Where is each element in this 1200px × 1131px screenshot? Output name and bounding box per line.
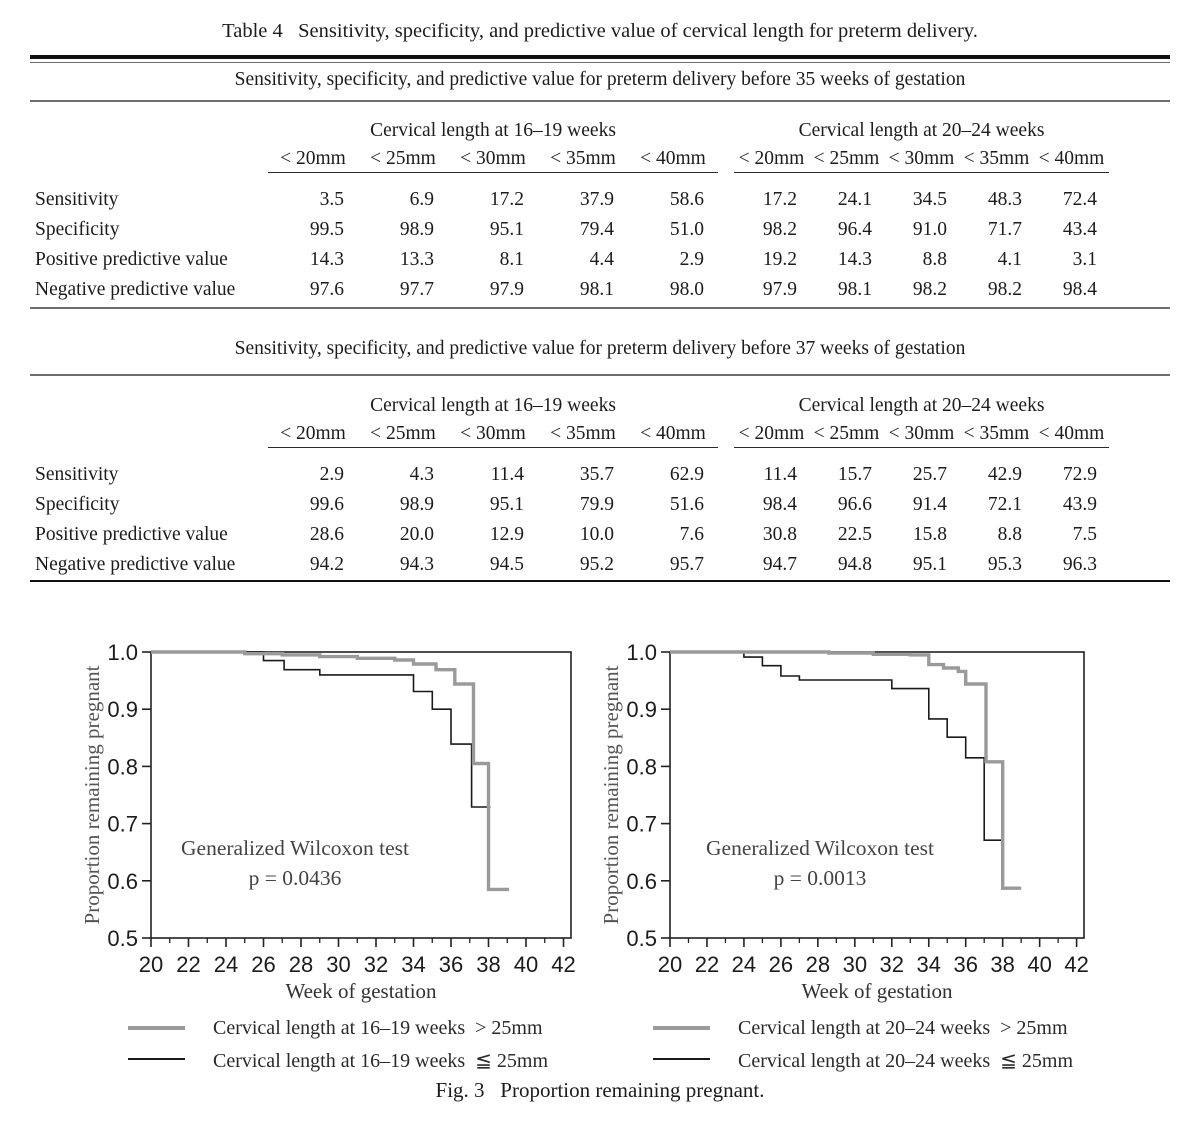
table-row	[30, 448, 1170, 491]
value-cell: 10.0	[579, 524, 614, 545]
value-cell: 98.2	[762, 219, 797, 240]
legend-row	[128, 1048, 558, 1072]
value-cell: 95.7	[669, 554, 704, 575]
value-cell: 3.5	[319, 189, 344, 210]
row-label: Sensitivity	[35, 463, 119, 485]
gap-cell	[718, 245, 734, 275]
series-line	[151, 652, 490, 807]
subtitle-before-37-weeks: Sensitivity, specificity, and predictive value for preterm delivery before 37 weeks of gestation	[234, 338, 966, 359]
value-cell: 98.0	[669, 279, 704, 300]
value-cell: 98.9	[399, 219, 434, 240]
value-cell: 98.4	[1062, 279, 1097, 300]
col-header: < 20mm	[268, 420, 358, 448]
value-cell: 97.9	[762, 279, 797, 300]
col-header: < 35mm	[959, 145, 1034, 173]
row-label: Sensitivity	[35, 188, 119, 210]
table-row	[30, 275, 1170, 305]
value-cell: 3.1	[1072, 249, 1097, 270]
survival-chart-20-24-weeks	[558, 640, 1103, 1012]
row-label: Positive predictive value	[35, 524, 228, 545]
y-axis-tick-label: 0.6	[107, 868, 138, 894]
column-header-row	[30, 145, 1170, 173]
col-header: < 25mm	[358, 420, 448, 448]
value-cell: 72.4	[1062, 189, 1097, 210]
group-header-20-24-weeks: Cervical length at 20–24 weeks	[798, 120, 1045, 141]
value-cell: 13.3	[399, 249, 434, 270]
gap-cell	[718, 145, 734, 173]
y-axis-label: Proportion remaining pregnant	[599, 665, 623, 925]
y-axis-tick-label: 0.8	[626, 754, 657, 780]
legend-label: Cervical length at 16–19 weeks ≦ 25mm	[213, 1050, 549, 1072]
wilcoxon-annotation: Generalized Wilcoxon test	[706, 836, 934, 860]
row-label: Negative predictive value	[35, 279, 236, 300]
x-axis-tick-label: 26	[251, 952, 276, 977]
value-cell: 95.2	[579, 554, 614, 575]
value-cell: 95.1	[912, 554, 947, 575]
value-cell: 95.3	[987, 554, 1022, 575]
rule-table-2-bottom	[30, 580, 1170, 582]
value-cell: 4.4	[589, 249, 614, 270]
value-cell: 51.6	[669, 494, 704, 515]
col-header: < 30mm	[448, 420, 538, 448]
x-axis-tick-label: 40	[1027, 952, 1052, 977]
value-cell: 6.9	[409, 189, 434, 210]
value-cell: 7.5	[1072, 524, 1097, 545]
value-cell: 14.3	[837, 249, 872, 270]
x-axis-tick-label: 36	[438, 952, 464, 977]
value-cell: 34.5	[912, 189, 947, 210]
top-rule-thick	[30, 55, 1170, 59]
table-row	[30, 245, 1170, 275]
gap-cell	[718, 275, 734, 305]
value-cell: 20.0	[399, 524, 434, 545]
value-cell: 19.2	[762, 249, 797, 270]
group-header-16-19-weeks: Cervical length at 16–19 weeks	[370, 395, 616, 416]
value-cell: 8.8	[922, 249, 947, 270]
value-cell: 48.3	[987, 189, 1022, 210]
gap-cell	[718, 377, 734, 420]
col-header: < 30mm	[884, 145, 959, 173]
x-axis-tick-label: 22	[176, 952, 201, 977]
value-cell: 96.3	[1062, 554, 1097, 575]
x-axis-tick-label: 24	[731, 952, 757, 977]
value-cell: 37.9	[579, 189, 614, 210]
value-cell: 97.6	[309, 279, 344, 300]
spacer-cell	[1109, 173, 1170, 216]
value-cell: 43.4	[1062, 219, 1097, 240]
black-line-icon	[128, 1058, 185, 1060]
table-row	[30, 173, 1170, 216]
spacer-cell	[1109, 448, 1170, 491]
col-header: < 40mm	[628, 420, 718, 448]
x-axis-tick-label: 38	[476, 952, 501, 977]
spacer-cell	[30, 377, 268, 420]
col-header: < 40mm	[1034, 145, 1109, 173]
x-axis-tick-label: 36	[953, 952, 978, 977]
value-cell: 79.4	[579, 219, 614, 240]
value-cell: 58.6	[669, 189, 704, 210]
value-cell: 25.7	[912, 464, 947, 485]
gap-cell	[718, 448, 734, 491]
series-line	[670, 652, 1003, 840]
value-cell: 11.4	[490, 464, 524, 485]
x-axis-tick-label: 32	[879, 952, 905, 977]
value-cell: 17.2	[762, 189, 797, 210]
y-axis-tick-label: 0.5	[626, 926, 657, 951]
x-axis-tick-label: 20	[657, 952, 683, 977]
y-axis-label: Proportion remaining pregnant	[80, 665, 104, 925]
value-cell: 98.2	[987, 279, 1022, 300]
x-axis-tick-label: 34	[401, 952, 426, 977]
value-cell: 22.5	[837, 524, 872, 545]
group-header-20-24-weeks: Cervical length at 20–24 weeks	[798, 395, 1045, 416]
legend-row	[128, 1017, 558, 1041]
value-cell: 94.5	[489, 554, 524, 575]
value-cell: 94.7	[762, 554, 797, 575]
spacer-cell	[30, 145, 268, 173]
gap-cell	[718, 490, 734, 520]
legend-label: Cervical length at 16–19 weeks > 25mm	[213, 1017, 543, 1039]
gray-line-icon	[653, 1026, 710, 1030]
wilcoxon-annotation: p = 0.0013	[773, 866, 867, 890]
value-cell: 11.4	[763, 464, 797, 485]
value-cell: 98.1	[837, 279, 872, 300]
top-rule-thin	[30, 62, 1170, 64]
x-axis-tick-label: 40	[513, 952, 539, 977]
x-axis-tick-label: 30	[326, 952, 351, 977]
value-cell: 30.8	[762, 524, 797, 545]
spacer-cell	[1109, 420, 1170, 448]
gap-cell	[718, 420, 734, 448]
row-label: Positive predictive value	[35, 249, 228, 270]
col-header: < 25mm	[809, 145, 884, 173]
value-cell: 71.7	[987, 219, 1022, 240]
wilcoxon-annotation: Generalized Wilcoxon test	[181, 836, 409, 860]
spacer-cell	[30, 102, 268, 145]
y-axis-tick-label: 1.0	[626, 640, 657, 665]
table-row	[30, 215, 1170, 245]
col-header: < 25mm	[809, 420, 884, 448]
x-axis-tick-label: 38	[990, 952, 1015, 977]
value-cell: 98.2	[912, 279, 947, 300]
rule-under-subtitle-2	[30, 374, 1170, 376]
value-cell: 72.9	[1062, 464, 1097, 485]
x-axis-tick-label: 42	[1064, 952, 1089, 977]
x-axis-tick-label: 28	[288, 952, 314, 977]
col-header: < 30mm	[884, 420, 959, 448]
value-cell: 96.6	[837, 494, 872, 515]
spacer-cell	[1109, 102, 1170, 145]
col-header: < 35mm	[959, 420, 1034, 448]
value-cell: 98.4	[762, 494, 797, 515]
col-header: < 20mm	[268, 145, 358, 173]
survival-chart-16-19-weeks	[40, 640, 585, 1012]
group-header-row	[30, 102, 1170, 145]
value-cell: 72.1	[987, 494, 1022, 515]
value-cell: 8.8	[997, 524, 1022, 545]
value-cell: 51.0	[669, 219, 704, 240]
col-header: < 35mm	[538, 145, 628, 173]
value-cell: 12.9	[489, 524, 524, 545]
x-axis-tick-label: 30	[842, 952, 868, 977]
value-cell: 98.9	[399, 494, 434, 515]
value-cell: 7.6	[679, 524, 704, 545]
column-header-row	[30, 420, 1170, 448]
plot-border	[151, 652, 571, 938]
row-label: Specificity	[35, 494, 120, 515]
value-cell: 43.9	[1062, 494, 1097, 515]
spacer-cell	[1109, 377, 1170, 420]
value-cell: 94.2	[309, 554, 344, 575]
spacer-cell	[1109, 245, 1170, 275]
col-header: < 40mm	[1034, 420, 1109, 448]
gap-cell	[718, 102, 734, 145]
value-cell: 91.0	[912, 219, 947, 240]
x-axis-tick-label: 42	[551, 952, 576, 977]
y-axis-tick-label: 0.8	[107, 754, 138, 780]
gap-cell	[718, 215, 734, 245]
x-axis-tick-label: 22	[694, 952, 720, 977]
value-cell: 95.1	[489, 219, 524, 240]
value-cell: 79.9	[579, 494, 614, 515]
y-axis-tick-label: 0.5	[107, 926, 138, 951]
spacer-cell	[1109, 275, 1170, 305]
value-cell: 97.7	[399, 279, 434, 300]
table-before-37-weeks	[30, 377, 1170, 580]
col-header: < 35mm	[538, 420, 628, 448]
gap-cell	[718, 520, 734, 550]
value-cell: 4.3	[409, 464, 434, 485]
value-cell: 4.1	[997, 249, 1022, 270]
x-axis-tick-label: 20	[138, 952, 164, 977]
y-axis-tick-label: 0.7	[626, 811, 657, 837]
table-before-35-weeks	[30, 102, 1170, 305]
subtitle-before-35-weeks: Sensitivity, specificity, and predictive value for preterm delivery before 35 weeks of gestation	[234, 69, 966, 90]
value-cell: 14.3	[309, 249, 344, 270]
x-axis-tick-label: 28	[805, 952, 831, 977]
value-cell: 99.5	[309, 219, 344, 240]
spacer-cell	[1109, 145, 1170, 173]
black-line-icon	[653, 1058, 710, 1060]
y-axis-tick-label: 0.6	[626, 868, 657, 894]
value-cell: 42.9	[987, 464, 1022, 485]
value-cell: 2.9	[319, 464, 344, 485]
x-axis-tick-label: 32	[363, 952, 389, 977]
gap-cell	[718, 173, 734, 216]
y-axis-tick-label: 0.9	[107, 697, 138, 723]
value-cell: 17.2	[489, 189, 524, 210]
value-cell: 96.4	[837, 219, 872, 240]
col-header: < 40mm	[628, 145, 718, 173]
x-axis-label: Week of gestation	[801, 979, 953, 1003]
table-row	[30, 490, 1170, 520]
figure-caption: Fig. 3 Proportion remaining pregnant.	[435, 1078, 765, 1102]
value-cell: 98.1	[579, 279, 614, 300]
value-cell: 62.9	[669, 464, 704, 485]
spacer-cell	[1109, 550, 1170, 580]
wilcoxon-annotation: p = 0.0436	[248, 866, 342, 890]
value-cell: 24.1	[837, 189, 872, 210]
value-cell: 15.8	[912, 524, 947, 545]
value-cell: 8.1	[499, 249, 524, 270]
y-axis-tick-label: 1.0	[107, 640, 138, 665]
group-header-16-19-weeks: Cervical length at 16–19 weeks	[370, 120, 616, 141]
plot-border	[670, 652, 1084, 938]
x-axis-tick-label: 26	[768, 952, 794, 977]
value-cell: 15.7	[837, 464, 872, 485]
table-row	[30, 520, 1170, 550]
x-axis-label: Week of gestation	[285, 979, 437, 1003]
value-cell: 35.7	[579, 464, 614, 485]
legend-label: Cervical length at 20–24 weeks > 25mm	[738, 1017, 1068, 1039]
y-axis-tick-label: 0.9	[626, 697, 657, 723]
gray-line-icon	[128, 1026, 185, 1030]
col-header: < 30mm	[448, 145, 538, 173]
group-header-row	[30, 377, 1170, 420]
value-cell: 99.6	[309, 494, 344, 515]
spacer-cell	[30, 420, 268, 448]
value-cell: 95.1	[489, 494, 524, 515]
value-cell: 97.9	[489, 279, 524, 300]
value-cell: 94.8	[837, 554, 872, 575]
gap-cell	[718, 550, 734, 580]
value-cell: 28.6	[309, 524, 344, 545]
rule-table-1-bottom	[30, 307, 1170, 309]
table-row	[30, 550, 1170, 580]
col-header: < 20mm	[734, 420, 809, 448]
row-label: Specificity	[35, 219, 120, 240]
legend-row	[653, 1017, 1093, 1041]
spacer-cell	[1109, 520, 1170, 550]
row-label: Negative predictive value	[35, 554, 236, 575]
table-title: Table 4 Sensitivity, specificity, and predictive value of cervical length for preterm delivery.	[222, 20, 978, 42]
legend-row	[653, 1048, 1093, 1072]
col-header: < 20mm	[734, 145, 809, 173]
legend-label: Cervical length at 20–24 weeks ≦ 25mm	[738, 1050, 1074, 1072]
x-axis-tick-label: 24	[213, 952, 239, 977]
col-header: < 25mm	[358, 145, 448, 173]
y-axis-tick-label: 0.7	[107, 811, 138, 837]
value-cell: 94.3	[399, 554, 434, 575]
value-cell: 2.9	[679, 249, 704, 270]
spacer-cell	[1109, 490, 1170, 520]
spacer-cell	[1109, 215, 1170, 245]
value-cell: 91.4	[912, 494, 947, 515]
x-axis-tick-label: 34	[916, 952, 941, 977]
